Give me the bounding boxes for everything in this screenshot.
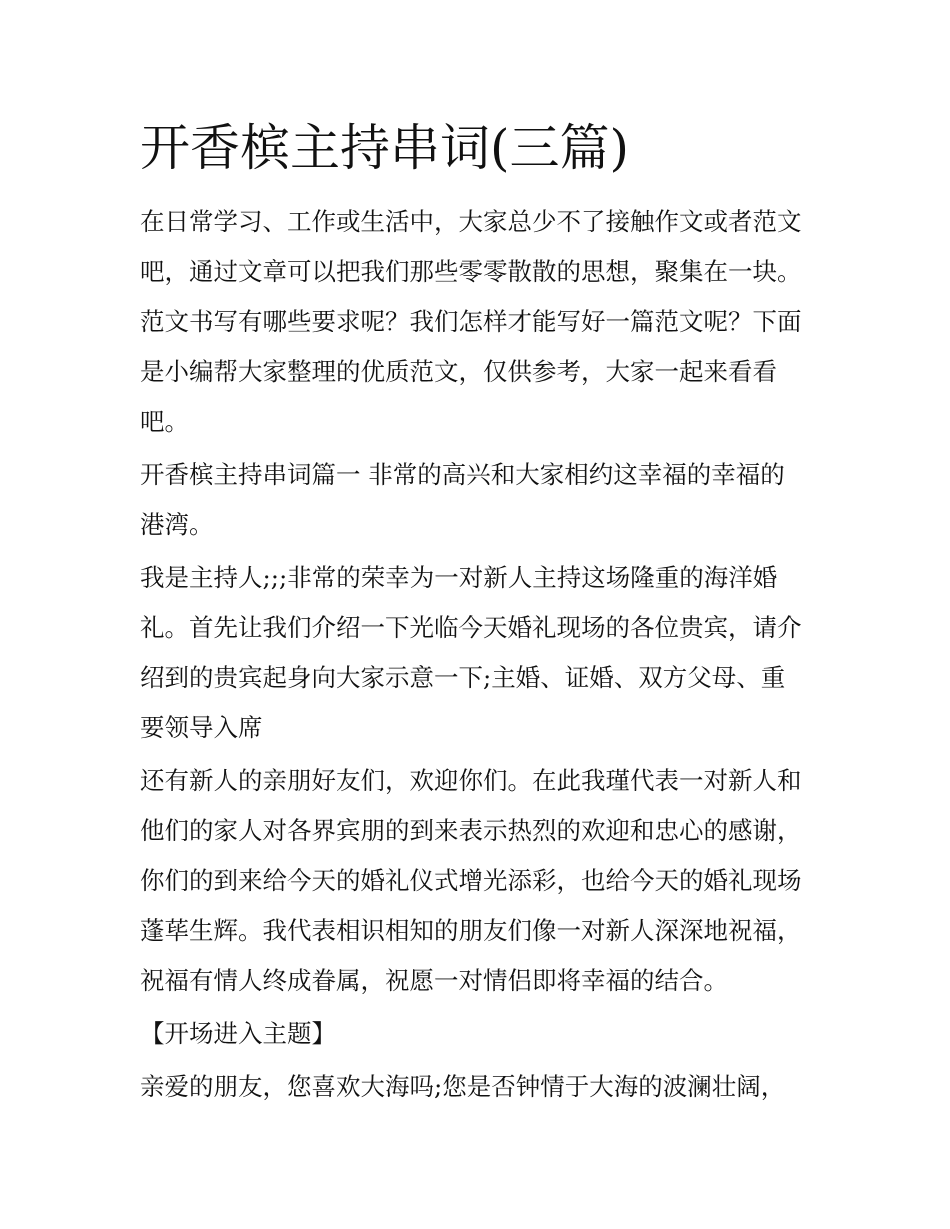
- body-line: 范文书写有哪些要求呢？我们怎样才能写好一篇范文呢？下面: [140, 307, 802, 336]
- body-line: 绍到的贵宾起身向大家示意一下;主婚、证婚、双方父母、重: [140, 663, 786, 692]
- body-line: 吧。: [140, 407, 189, 436]
- body-line: 要领导入席: [140, 713, 263, 742]
- body-line: 祝福有情人终成眷属，祝愿一对情侣即将幸福的结合。: [140, 966, 728, 995]
- body-line: 开香槟主持串词篇一 非常的高兴和大家相约这幸福的幸福的: [140, 460, 785, 489]
- document-title: 开香槟主持串词(三篇): [140, 119, 630, 177]
- section-heading: 【开场进入主题】: [140, 1019, 336, 1048]
- body-line: 港湾。: [140, 510, 214, 539]
- body-line: 礼。首先让我们介绍一下光临今天婚礼现场的各位贵宾，请介: [140, 613, 802, 642]
- body-line: 亲爱的朋友，您喜欢大海吗;您是否钟情于大海的波澜壮阔，: [140, 1072, 786, 1101]
- body-line: 是小编帮大家整理的优质范文，仅供参考，大家一起来看看: [140, 357, 777, 386]
- body-line: 我是主持人;;;非常的荣幸为一对新人主持这场隆重的海洋婚: [140, 563, 778, 592]
- body-line: 蓬荜生辉。我代表相识相知的朋友们像一对新人深深地祝福，: [140, 916, 802, 945]
- body-line: 你们的到来给今天的婚礼仪式增光添彩，也给今天的婚礼现场: [140, 866, 802, 895]
- body-line: 在日常学习、工作或生活中，大家总少不了接触作文或者范文: [140, 207, 802, 236]
- body-line: 吧，通过文章可以把我们那些零零散散的思想，聚集在一块。: [140, 257, 802, 286]
- body-line: 还有新人的亲朋好友们，欢迎你们。在此我瑾代表一对新人和: [140, 766, 802, 795]
- body-line: 他们的家人对各界宾朋的到来表示热烈的欢迎和忠心的感谢，: [140, 816, 802, 845]
